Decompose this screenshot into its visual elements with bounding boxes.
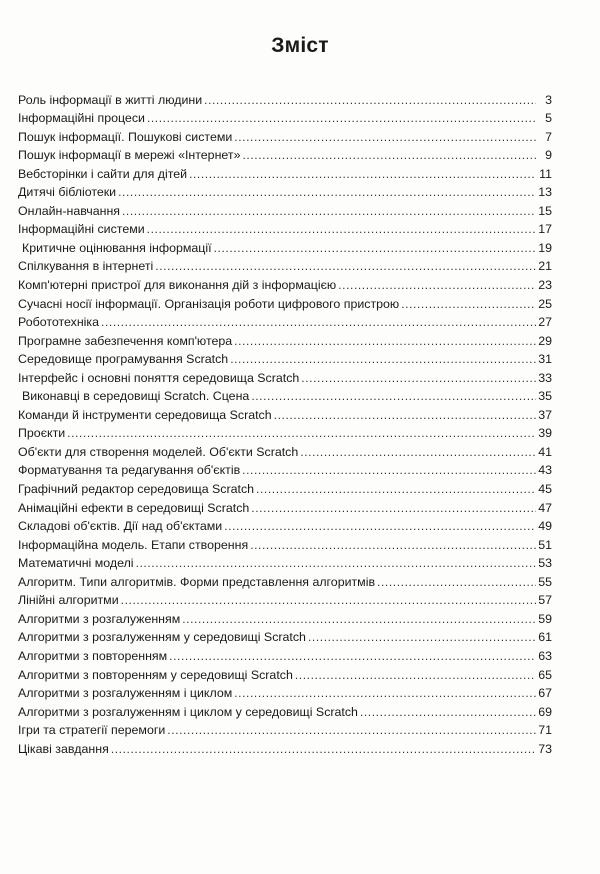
toc-entry (18, 385, 552, 404)
toc-dot-leader (136, 556, 536, 570)
toc-dot-leader (189, 167, 536, 181)
toc-page-number: 19 (538, 240, 552, 255)
toc-dot-leader (118, 185, 536, 199)
toc-page-number: 65 (538, 667, 552, 682)
toc-page-number: 73 (538, 741, 552, 756)
toc-page-number: 29 (538, 333, 552, 348)
toc-page-number: 49 (538, 519, 552, 534)
toc-entry-label: Команди й інструменти середовища Scratch (18, 407, 272, 422)
toc-entry-label: Інтерфейс і основні поняття середовища Scratch (18, 370, 300, 385)
toc-dot-leader (256, 482, 536, 496)
toc-entry-label: Форматування та редагування об'єктів (18, 463, 241, 478)
toc-dot-leader (308, 630, 536, 644)
toc-entry (18, 181, 552, 200)
toc-page-number: 21 (538, 259, 552, 274)
toc-entry (18, 125, 552, 144)
toc-entry-label: Графічний редактор середовища Scratch (18, 482, 255, 497)
toc-dot-leader (224, 519, 536, 533)
toc-dot-leader (234, 130, 536, 144)
toc-dot-leader (250, 538, 536, 552)
toc-dot-leader (301, 371, 536, 385)
toc-entry-label: Цікаві завдання (18, 741, 109, 756)
toc-entry (18, 218, 552, 237)
toc-entry-label: Математичні моделі (18, 556, 134, 571)
toc-dot-leader (274, 408, 536, 422)
toc-entry-label: Інформаційні системи (18, 222, 145, 237)
toc-page-number: 69 (538, 704, 552, 719)
toc-dot-leader (182, 612, 536, 626)
toc-dot-leader (167, 723, 536, 737)
toc-dot-leader (300, 445, 536, 459)
toc-entry-label: Пошук інформації. Пошукові системи (18, 129, 233, 144)
toc-page-number: 51 (538, 537, 552, 552)
toc-dot-leader (338, 278, 536, 292)
toc-entry (18, 589, 552, 608)
toc-entry (18, 552, 552, 571)
toc-page-number: 57 (538, 593, 552, 608)
toc-page-number: 17 (538, 222, 552, 237)
toc-dot-leader (251, 501, 536, 515)
toc-page-number: 13 (538, 185, 552, 200)
toc-entry-label: Алгоритми з повторенням (18, 648, 168, 663)
toc-entry-label: Алгоритми з розгалуженням і циклом у середовищі Scratch (18, 704, 358, 719)
toc-entry (18, 273, 552, 292)
toc-entry-label: Алгоритми з повторенням у середовищі Scratch (18, 667, 293, 682)
toc-page-number: 25 (538, 296, 552, 311)
toc-entry (18, 607, 552, 626)
page-title: Зміст (271, 34, 329, 57)
toc-page-number: 15 (538, 203, 552, 218)
toc-page-number: 55 (538, 574, 552, 589)
toc-entry-label: Алгоритми з розгалуженням і циклом (18, 686, 233, 701)
toc-entry (18, 682, 552, 701)
toc-dot-leader (122, 204, 536, 218)
toc-entry (18, 737, 552, 756)
toc-page-number: 27 (538, 315, 552, 330)
toc-entry (18, 348, 552, 367)
toc-dot-leader (360, 705, 536, 719)
toc-page-number: 33 (538, 370, 552, 385)
toc-entry-label: Спілкування в інтернеті (18, 259, 154, 274)
toc-page-number: 37 (538, 407, 552, 422)
toc-entry-label: Інформаційна модель. Етапи створення (18, 537, 249, 552)
toc-entry (18, 440, 552, 459)
toc-entry (18, 626, 552, 645)
toc-entry (18, 88, 552, 107)
toc-page-number: 43 (538, 463, 552, 478)
toc-dot-leader (401, 297, 536, 311)
toc-page-number: 67 (538, 686, 552, 701)
toc-entry-label: Лінійні алгоритми (18, 593, 119, 608)
toc-entry (18, 663, 552, 682)
toc-entry (18, 255, 552, 274)
toc-page-number: 39 (538, 426, 552, 441)
toc-page-number: 61 (538, 630, 552, 645)
toc-dot-leader (204, 93, 536, 107)
toc-page-number: 3 (545, 92, 552, 107)
toc-entry (18, 644, 552, 663)
toc-dot-leader (214, 241, 536, 255)
toc-page-number: 53 (538, 556, 552, 571)
toc-entry (18, 292, 552, 311)
toc-entry (18, 719, 552, 738)
toc-dot-leader (234, 686, 536, 700)
toc-page-number: 47 (538, 500, 552, 515)
toc-dot-leader (155, 259, 536, 273)
toc-dot-leader (169, 649, 536, 663)
toc-entry (18, 403, 552, 422)
toc-entry-label: Алгоритм. Типи алгоритмів. Форми представлення алгоритмів (18, 574, 376, 589)
toc-entry-label: Комп'ютерні пристрої для виконання дій з інформацією (18, 278, 337, 293)
toc-dot-leader (242, 463, 536, 477)
toc-page-number: 7 (545, 129, 552, 144)
toc-entry-label: Ігри та стратегії перемоги (18, 723, 166, 738)
toc-entry (18, 199, 552, 218)
toc-page-number: 35 (538, 389, 552, 404)
toc-entry-label: Пошук інформації в мережі «Інтернет» (18, 148, 241, 163)
toc-dot-leader (377, 575, 536, 589)
toc-entry (18, 366, 552, 385)
toc-dot-leader (251, 389, 536, 403)
toc-page-number: 9 (545, 148, 552, 163)
toc-entry (18, 459, 552, 478)
toc-page-number: 41 (538, 444, 552, 459)
toc-page-number: 71 (538, 723, 552, 738)
toc-entry-label: Програмне забезпечення комп'ютера (18, 333, 233, 348)
toc-page-number: 11 (539, 166, 552, 181)
toc-entry-label: Критичне оцінювання інформації (22, 240, 212, 255)
toc-entry (18, 162, 552, 181)
toc-entry-label: Онлайн-навчання (18, 203, 120, 218)
toc-dot-leader (295, 668, 536, 682)
toc-entry-label: Виконавці в середовищі Scratch. Сцена (22, 389, 250, 404)
toc-entry (18, 329, 552, 348)
toc-entry-label: Алгоритми з розгалуженням у середовищі Scratch (18, 630, 306, 645)
toc-dot-leader (234, 334, 536, 348)
toc-entry-label: Вебсторінки і сайти для дітей (18, 166, 188, 181)
toc-dot-leader (101, 315, 536, 329)
toc-entry-label: Роль інформації в житті людини (18, 92, 203, 107)
toc-dot-leader (111, 742, 536, 756)
toc-entry (18, 311, 552, 330)
toc-entry-label: Складові об'єктів. Дії над об'єктами (18, 519, 223, 534)
toc-dot-leader (147, 222, 536, 236)
toc-entry-label: Дитячі бібліотеки (18, 185, 117, 200)
toc-dot-leader (121, 593, 536, 607)
toc-entry (18, 144, 552, 163)
toc-entry-label: Алгоритми з розгалуженням (18, 611, 181, 626)
toc-dot-leader (242, 148, 536, 162)
toc-page-number: 5 (545, 111, 552, 126)
toc-entry (18, 236, 552, 255)
toc-entry (18, 422, 552, 441)
toc-entry (18, 700, 552, 719)
table-of-contents (18, 88, 552, 756)
toc-entry-label: Сучасні носії інформації. Організація роботи цифрового пристрою (18, 296, 400, 311)
toc-entry (18, 496, 552, 515)
toc-dot-leader (230, 352, 536, 366)
toc-entry-label: Середовище програмування Scratch (18, 352, 229, 367)
toc-page-number: 45 (538, 482, 552, 497)
toc-page-number: 31 (538, 352, 552, 367)
toc-entry (18, 570, 552, 589)
toc-entry (18, 515, 552, 534)
toc-page-number: 59 (538, 611, 552, 626)
toc-entry (18, 477, 552, 496)
toc-entry-label: Інформаційні процеси (18, 111, 145, 126)
toc-page-number: 23 (538, 278, 552, 293)
toc-entry (18, 533, 552, 552)
toc-entry-label: Робототехніка (18, 315, 100, 330)
toc-dot-leader (67, 426, 536, 440)
toc-entry-label: Об'єкти для створення моделей. Об'єкти Scratch (18, 444, 299, 459)
toc-entry-label: Анімаційні ефекти в середовищі Scratch (18, 500, 250, 515)
toc-entry (18, 107, 552, 126)
toc-dot-leader (147, 111, 536, 125)
toc-entry-label: Проєкти (18, 426, 66, 441)
toc-page-number: 63 (538, 648, 552, 663)
